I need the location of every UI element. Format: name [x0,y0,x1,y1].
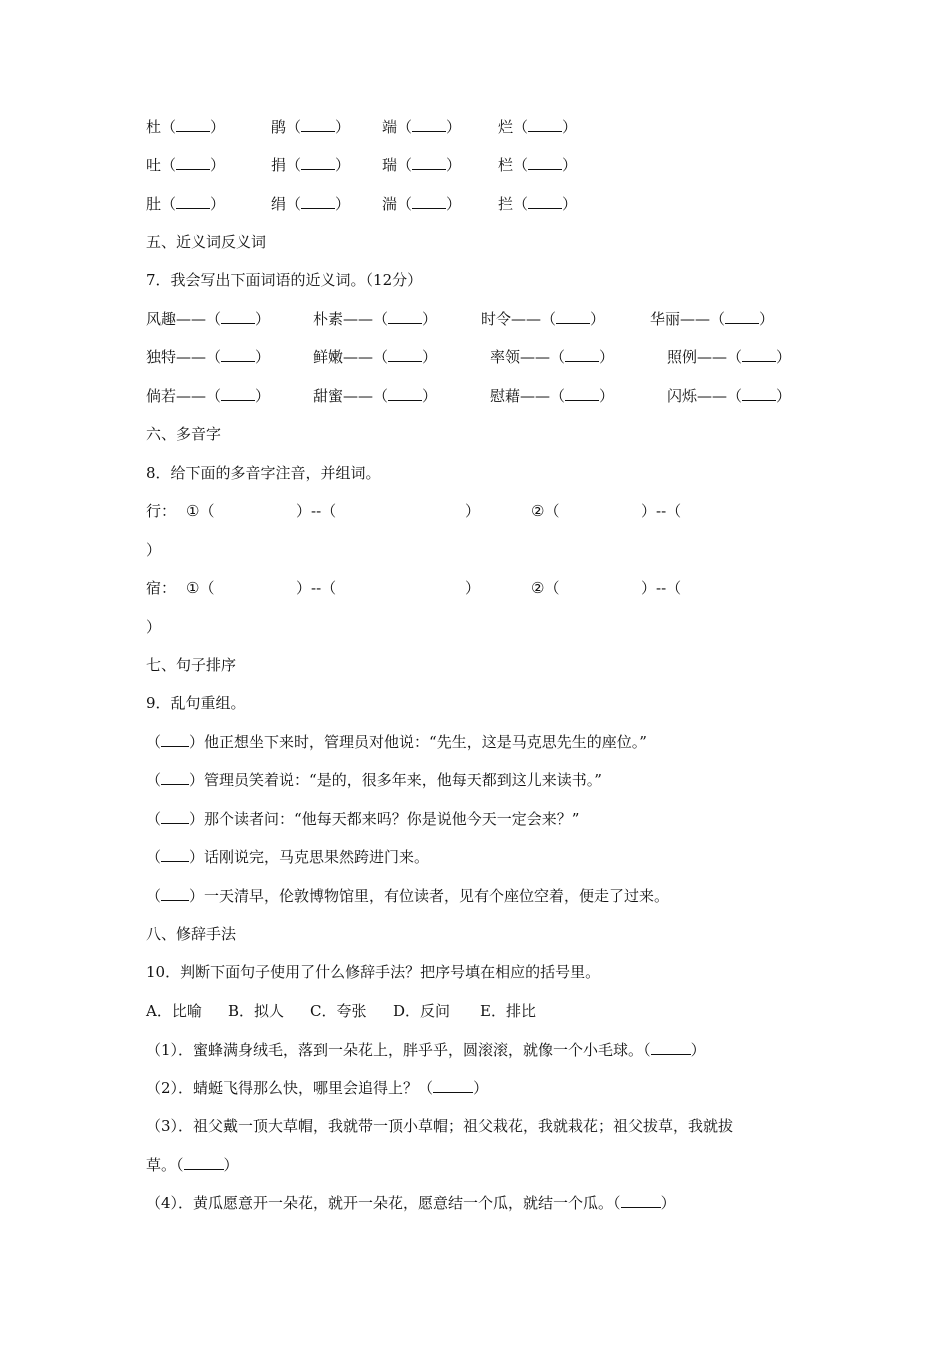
order-blank[interactable] [161,809,189,824]
synonym-item: 鲜嫩——（ ） [313,348,438,366]
rhetoric-item-continued: 草。（ ） [146,1156,239,1174]
answer-blank[interactable] [528,117,562,132]
synonym-item: 照例——（ ） [667,348,792,366]
answer-blank[interactable] [176,194,210,209]
char-item: 烂（ ） [498,118,578,136]
answer-blank[interactable] [301,155,335,170]
option-a: A．比喻 [146,1002,202,1020]
pinyin-blank-2[interactable]: ②（ [531,579,560,597]
section-heading: 五、近义词反义词 [146,233,267,251]
char-item: 栏（ ） [498,156,578,174]
answer-blank[interactable] [221,309,255,324]
word-blank-1-end: ） [465,579,481,597]
answer-blank[interactable] [528,155,562,170]
char-item: 肚（ ） [146,195,226,213]
synonym-item: 独特——（ ） [146,348,271,366]
rhetoric-item: （2）．蜻蜓飞得那么快，哪里会追得上？（ ） [146,1079,489,1097]
char-item: 拦（ ） [498,195,578,213]
word-blank-1-end: ） [465,502,481,520]
answer-blank[interactable] [651,1040,691,1055]
word-blank-2[interactable]: ）--（ [641,579,682,597]
section-heading: 八、修辞手法 [146,925,237,943]
char-item: 捐（ ） [271,156,351,174]
option-e: E．排比 [480,1002,536,1020]
option-b: B．拟人 [228,1002,285,1020]
answer-blank[interactable] [301,117,335,132]
question-text: 10．判断下面句子使用了什么修辞手法？把序号填在相应的括号里。 [146,963,601,981]
order-blank[interactable] [161,886,189,901]
answer-blank[interactable] [742,347,776,362]
answer-blank[interactable] [725,309,759,324]
pinyin-blank-2[interactable]: ②（ [531,502,560,520]
answer-blank[interactable] [556,309,590,324]
answer-blank[interactable] [621,1193,661,1208]
answer-blank[interactable] [388,386,422,401]
answer-blank[interactable] [388,347,422,362]
rhetoric-item: （1）．蜜蜂满身绒毛，落到一朵花上，胖乎乎，圆滚滚，就像一个小毛球。（ ） [146,1041,706,1059]
question-text: 9．乱句重组。 [146,694,246,712]
sentence-item: （ ）那个读者问：“他每天都来吗？你是说他今天一定会来？” [146,810,580,828]
question-text: 7．我会写出下面词语的近义词。（12分） [146,271,423,289]
sentence-item: （ ）一天清早，伦敦博物馆里，有位读者，见有个座位空着，便走了过来。 [146,887,670,905]
question-text: 8．给下面的多音字注音，并组词。 [146,464,381,482]
section-heading: 七、句子排序 [146,656,237,674]
synonym-item: 风趣——（ ） [146,310,271,328]
sentence-item: （ ）他正想坐下来时，管理员对他说：“先生，这是马克思先生的座位。” [146,733,647,751]
char-item: 端（ ） [382,118,462,136]
synonym-item: 倘若——（ ） [146,387,271,405]
synonym-item: 率领——（ ） [490,348,615,366]
synonym-item: 闪烁——（ ） [667,387,792,405]
answer-blank[interactable] [412,194,446,209]
option-c: C．夸张 [310,1002,367,1020]
rhetoric-item: （4）．黄瓜愿意开一朵花，就开一朵花，愿意结一个瓜，就结一个瓜。（ ） [146,1194,676,1212]
section-heading: 六、多音字 [146,425,222,443]
char-item: 绢（ ） [271,195,351,213]
answer-blank[interactable] [221,386,255,401]
answer-blank[interactable] [742,386,776,401]
answer-blank[interactable] [176,155,210,170]
word-blank-2[interactable]: ）--（ [641,502,682,520]
word-blank-2-end: ） [146,618,162,636]
answer-blank[interactable] [176,117,210,132]
answer-blank[interactable] [528,194,562,209]
synonym-item: 华丽——（ ） [650,310,775,328]
word-blank-1[interactable]: ）--（ [296,579,337,597]
answer-blank[interactable] [388,309,422,324]
order-blank[interactable] [161,770,189,785]
answer-blank[interactable] [565,386,599,401]
char-item: 瑞（ ） [382,156,462,174]
rhetoric-item: （3）．祖父戴一顶大草帽，我就带一顶小草帽；祖父栽花，我就栽花；祖父拔草，我就拔 [146,1117,734,1135]
polyphone-char: 行： [146,502,177,520]
order-blank[interactable] [161,847,189,862]
char-item: 鹃（ ） [271,118,351,136]
char-item: 杜（ ） [146,118,226,136]
sentence-item: （ ）话刚说完，马克思果然跨进门来。 [146,848,430,866]
answer-blank[interactable] [412,155,446,170]
synonym-item: 朴素——（ ） [313,310,438,328]
synonym-item: 时令——（ ） [481,310,606,328]
pinyin-blank-1[interactable]: ①（ [186,502,215,520]
pinyin-blank-1[interactable]: ①（ [186,579,215,597]
word-blank-1[interactable]: ）--（ [296,502,337,520]
synonym-item: 甜蜜——（ ） [313,387,438,405]
char-item: 吐（ ） [146,156,226,174]
order-blank[interactable] [161,732,189,747]
polyphone-char: 宿： [146,579,177,597]
char-item: 湍（ ） [382,195,462,213]
answer-blank[interactable] [565,347,599,362]
answer-blank[interactable] [412,117,446,132]
answer-blank[interactable] [433,1078,473,1093]
answer-blank[interactable] [184,1155,224,1170]
answer-blank[interactable] [301,194,335,209]
answer-blank[interactable] [221,347,255,362]
sentence-item: （ ）管理员笑着说：“是的，很多年来，他每天都到这儿来读书。” [146,771,602,789]
synonym-item: 慰藉——（ ） [490,387,615,405]
option-d: D．反问 [393,1002,451,1020]
word-blank-2-end: ） [146,541,162,559]
